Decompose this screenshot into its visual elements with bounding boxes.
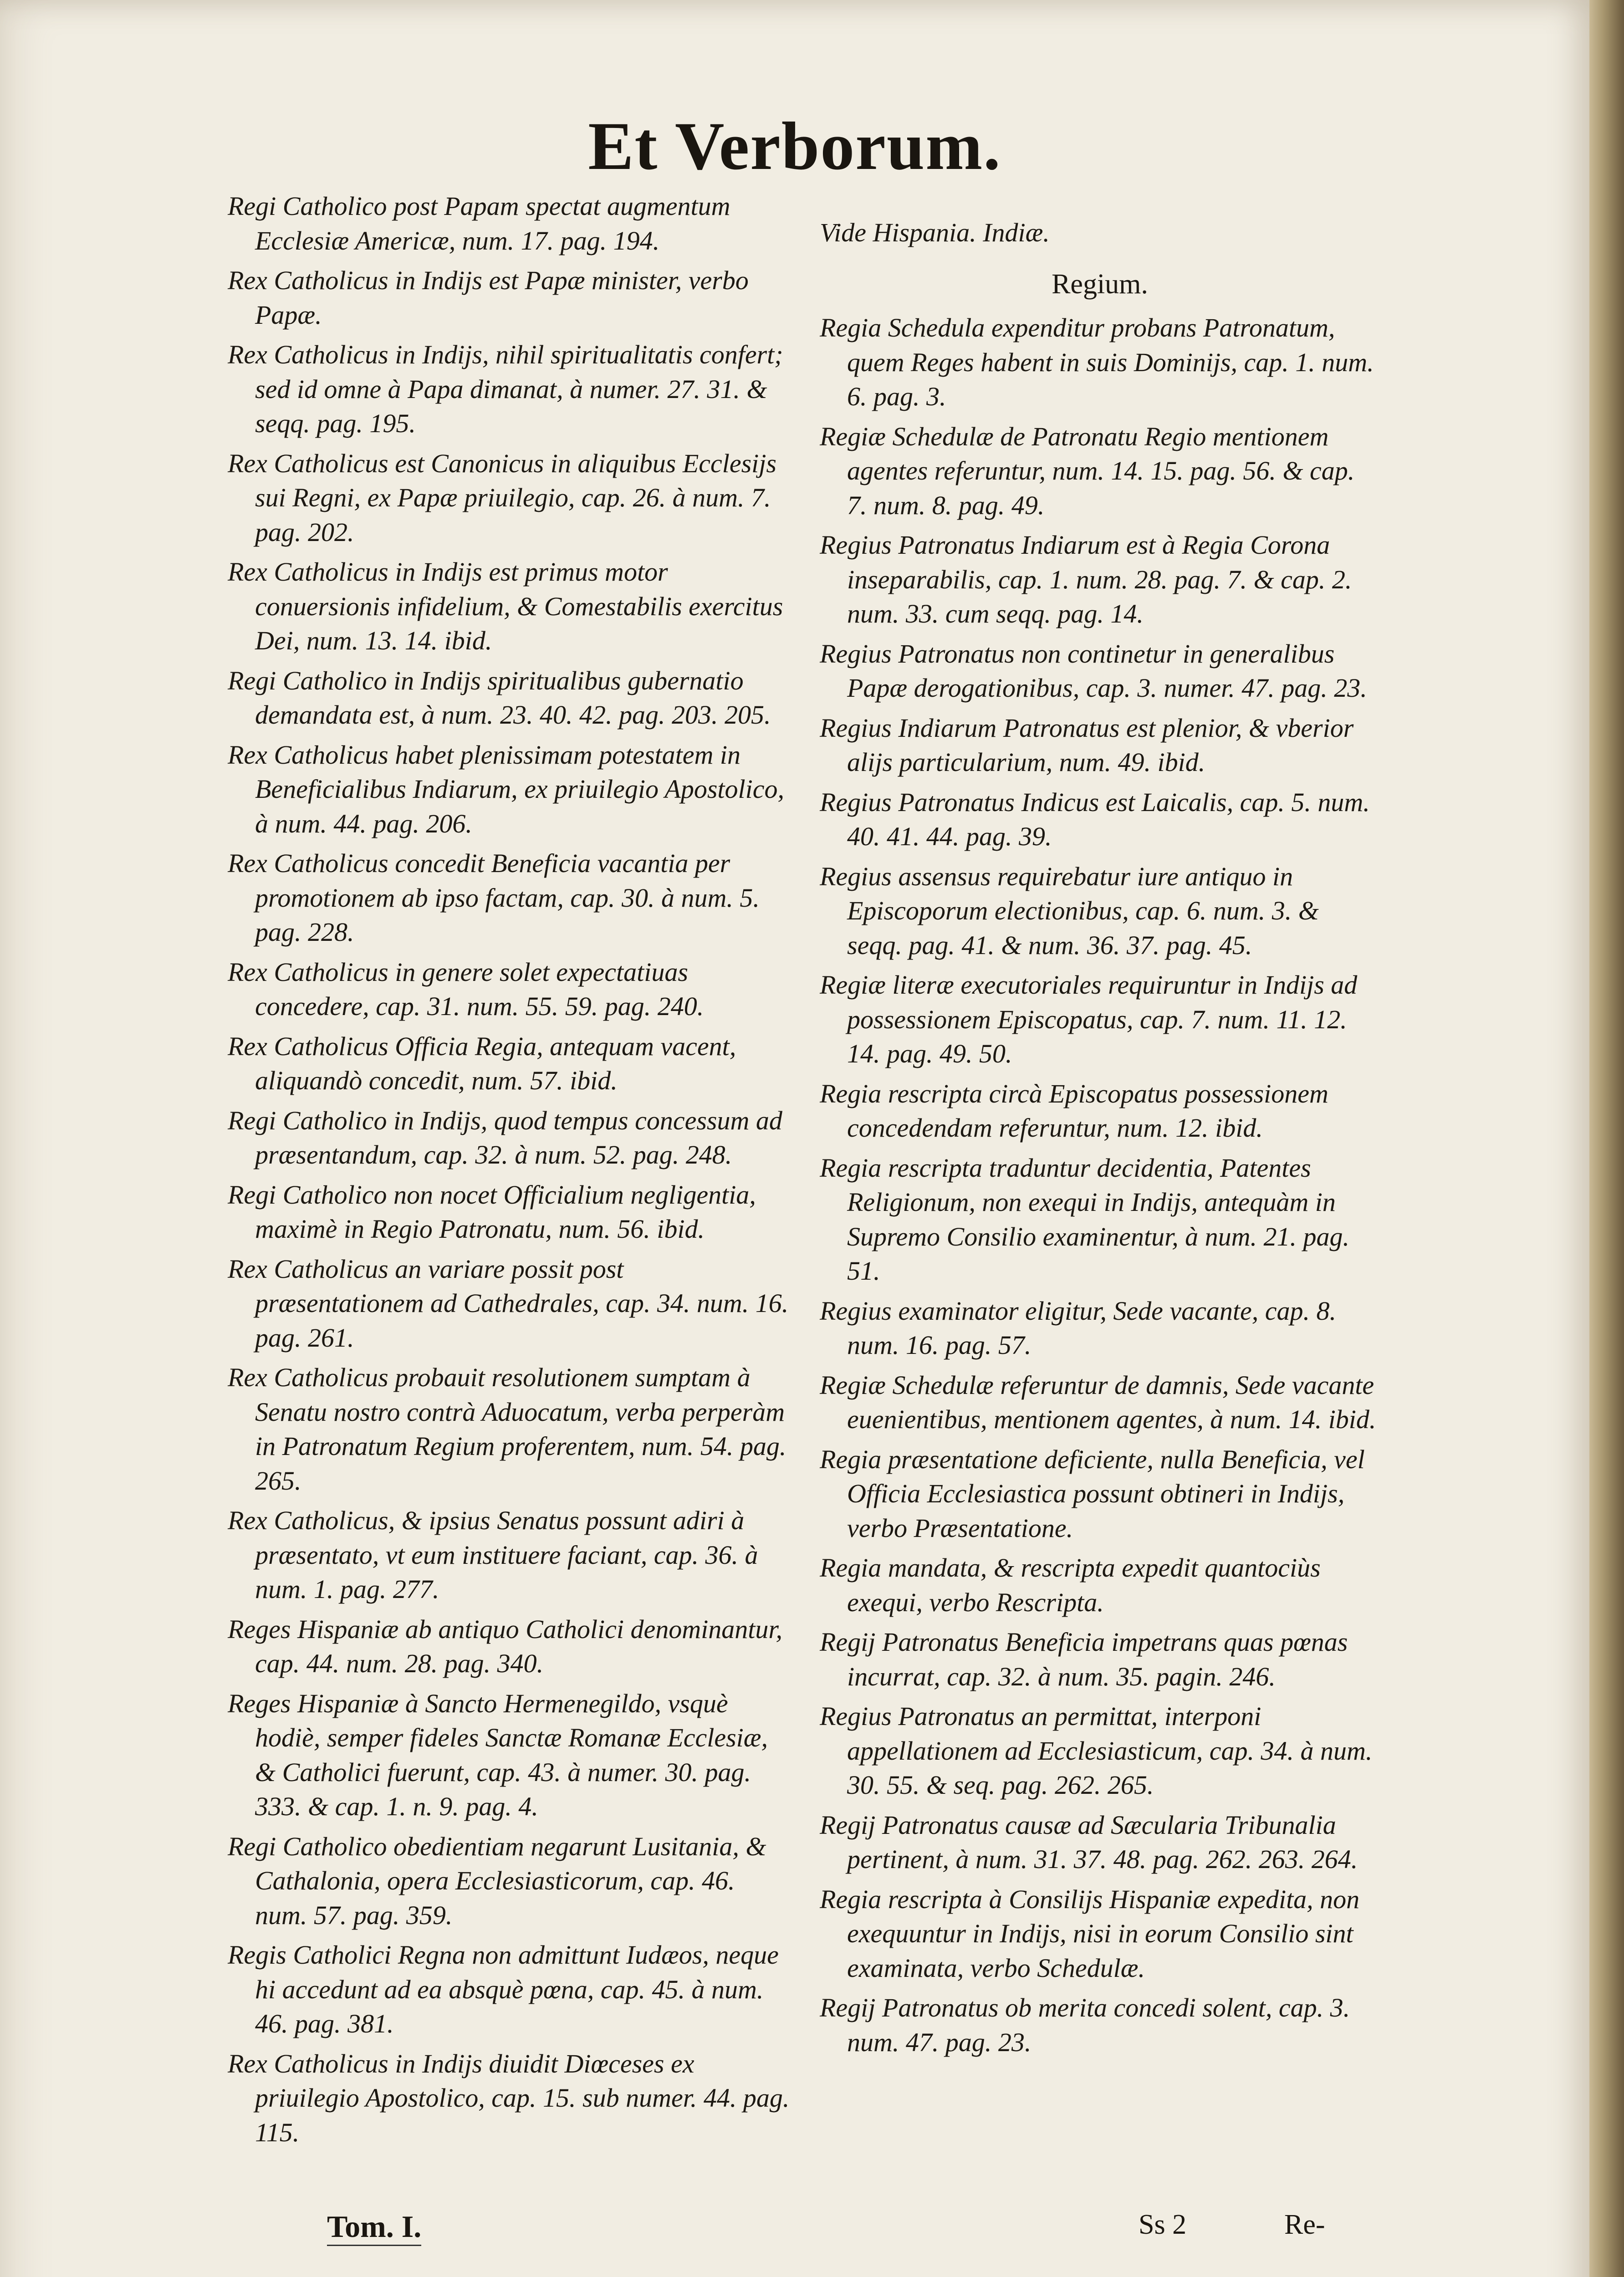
signature-mark: Ss 2 xyxy=(1139,2209,1187,2240)
index-entry: Rex Catholicus, & ipsius Senatus possunt adiri à præsentato, vt eum instituere faciant, cap. 36. à num. 1. pag. 277. xyxy=(228,1506,758,1604)
index-entry: Regiæ Schedulæ referuntur de damnis, Sede vacante euenientibus, mentionem agentes, à num. 14. ibid. xyxy=(820,1370,1376,1434)
index-entry: Regius assensus requirebatur iure antiquo in Episcoporum electionibus, cap. 6. num. 3. & seqq. pag. 41. & num. 36. 37. pag. 45. xyxy=(820,861,1319,960)
index-entry: Regia mandata, & rescripta expedit quantociùs exequi, verbo Rescripta. xyxy=(820,1553,1321,1617)
index-entry: Regij Patronatus ob merita concedi solent, cap. 3. num. 47. pag. 23. xyxy=(820,1993,1350,2057)
index-entry: Regi Catholico in Indijs spiritualibus gubernatio demandata est, à num. 23. 40. 42. pag. 203. 205. xyxy=(228,665,771,730)
index-entry: Rex Catholicus est Canonicus in aliquibus Ecclesijs sui Regni, ex Papæ priuilegio, cap. 26. à num. 7. pag. 202. xyxy=(228,448,776,547)
page-edge xyxy=(1589,0,1624,2277)
index-entry: Regi Catholico post Papam spectat augmentum Ecclesiæ Americæ, num. 17. pag. 194. xyxy=(228,191,730,255)
index-entry: Rex Catholicus habet plenissimam potestatem in Beneficialibus Indiarum, ex priuilegio Apostolico, à num. 44. pag. 206. xyxy=(228,740,784,838)
index-entry: Regi Catholico non nocet Officialium negligentia, maximè in Regio Patronatu, num. 56. ibid. xyxy=(228,1179,756,1244)
index-entry: Regiæ literæ executoriales requiruntur in Indijs ad possessionem Episcopatus, cap. 7. num. 11. 12. 14. pag. 49. 50. xyxy=(820,970,1358,1068)
index-entry: Regia rescripta traduntur decidentia, Patentes Religionum, non exequi in Indijs, antequàm in Supremo Consilio examinentur, à num. 21. pag. 51. xyxy=(820,1153,1350,1286)
index-entry: Regius Patronatus non continetur in generalibus Papæ derogationibus, cap. 3. numer. 47. pag. 23. xyxy=(820,638,1367,703)
index-entry: Regij Patronatus Beneficia impetrans quas pœnas incurrat, cap. 32. à num. 35. pagin. 246. xyxy=(820,1627,1348,1691)
index-entry: Regi Catholico in Indijs, quod tempus concessum ad præsentandum, cap. 32. à num. 52. pag. 248. xyxy=(228,1105,782,1169)
index-entry: Rex Catholicus in Indijs est primus motor conuersionis infidelium, & Comestabilis exercitus Dei, num. 13. 14. ibid. xyxy=(228,557,783,655)
index-entry: Rex Catholicus probauit resolutionem sumptam à Senatu nostro contrà Aduocatum, verba perperàm in Patronatum Regium proferentem, num. 54. pag. 265. xyxy=(228,1363,786,1496)
index-entry: Rex Catholicus in Indijs est Papæ minister, verbo Papæ. xyxy=(228,265,749,330)
index-entry: Regiæ Schedulæ de Patronatu Regio mentionem agentes referuntur, num. 14. 15. pag. 56. & cap. 7. num. 8. pag. 49. xyxy=(820,421,1355,520)
index-entry: Regi Catholico obedientiam negarunt Lusitania, & Cathalonia, opera Ecclesiasticorum, cap. 46. num. 57. pag. 359. xyxy=(228,1831,766,1930)
catchword: Re- xyxy=(1284,2209,1325,2240)
section-heading: Regium. xyxy=(1052,268,1148,300)
cross-reference: Vide Hispania. Indiæ. xyxy=(820,218,1050,247)
index-entry: Rex Catholicus in Indijs diuidit Diœceses ex priuilegio Apostolico, cap. 15. sub numer. 44. pag. 115. xyxy=(228,2048,790,2147)
index-entry: Regia rescripta à Consilijs Hispaniæ expedita, non exequuntur in Indijs, nisi in eorum Consilio sint examinata, verbo Schedulæ. xyxy=(820,1884,1360,1983)
index-entry: Rex Catholicus Officia Regia, antequam vacent, aliquandò concedit, num. 57. ibid. xyxy=(228,1031,736,1095)
index-entry: Rex Catholicus in genere solet expectatiuas concedere, cap. 31. num. 55. 59. pag. 240. xyxy=(228,957,704,1021)
left-index-column xyxy=(228,189,792,2155)
index-entry: Reges Hispaniæ ab antiquo Catholici denominantur, cap. 44. num. 28. pag. 340. xyxy=(228,1614,782,1678)
index-entry: Rex Catholicus concedit Beneficia vacantia per promotionem ab ipso factam, cap. 30. à num. 5. pag. 228. xyxy=(228,848,760,947)
volume-mark: Tom. I. xyxy=(327,2209,421,2246)
index-entry: Regis Catholici Regna non admittunt Iudæos, neque hi accedunt ad ea absquè pœna, cap. 45. à num. 46. pag. 381. xyxy=(228,1940,779,2038)
index-entry: Regij Patronatus causæ ad Sæcularia Tribunalia pertinent, à num. 31. 37. 48. pag. 262. 263. 264. xyxy=(820,1810,1358,1874)
index-entry: Regius Patronatus Indicus est Laicalis, cap. 5. num. 40. 41. 44. pag. 39. xyxy=(820,787,1370,851)
right-index-column xyxy=(820,189,1380,2065)
index-entry: Regius Patronatus Indiarum est à Regia Corona inseparabilis, cap. 1. num. 28. pag. 7. & cap. 2. num. 33. cum seqq. pag. 14. xyxy=(820,530,1352,628)
index-entry: Regius examinator eligitur, Sede vacante, cap. 8. num. 16. pag. 57. xyxy=(820,1296,1336,1360)
index-entry: Regia Schedula expenditur probans Patronatum, quem Reges habent in suis Dominijs, cap. 1. num. 6. pag. 3. xyxy=(820,313,1374,411)
index-entry: Regia præsentatione deficiente, nulla Beneficia, vel Officia Ecclesiastica possunt obtineri in Indijs, verbo Præsentatione. xyxy=(820,1444,1365,1543)
page-heading: Et Verborum. xyxy=(588,108,1001,184)
index-entry: Regius Patronatus an permittat, interponi appellationem ad Ecclesiasticum, cap. 34. à num. 30. 55. & seq. pag. 262. 265. xyxy=(820,1701,1373,1800)
index-entry: Regius Indiarum Patronatus est plenior, & vberior alijs particularium, num. 49. ibid. xyxy=(820,713,1354,777)
index-entry: Regia rescripta circà Episcopatus possessionem concedendam referuntur, num. 12. ibid. xyxy=(820,1078,1328,1143)
index-entry: Rex Catholicus an variare possit post præsentationem ad Cathedrales, cap. 34. num. 16. pag. 261. xyxy=(228,1254,789,1353)
index-entry: Rex Catholicus in Indijs, nihil spiritualitatis confert; sed id omne à Papa dimanat, à numer. 27. 31. & seqq. pag. 195. xyxy=(228,340,783,438)
index-entry: Reges Hispaniæ à Sancto Hermenegildo, vsquè hodiè, semper fideles Sanctæ Romanæ Ecclesiæ, & Catholici fuerunt, cap. 43. à numer. 30. pag. 333. & cap. 1. n. 9. pag. 4. xyxy=(228,1688,768,1821)
